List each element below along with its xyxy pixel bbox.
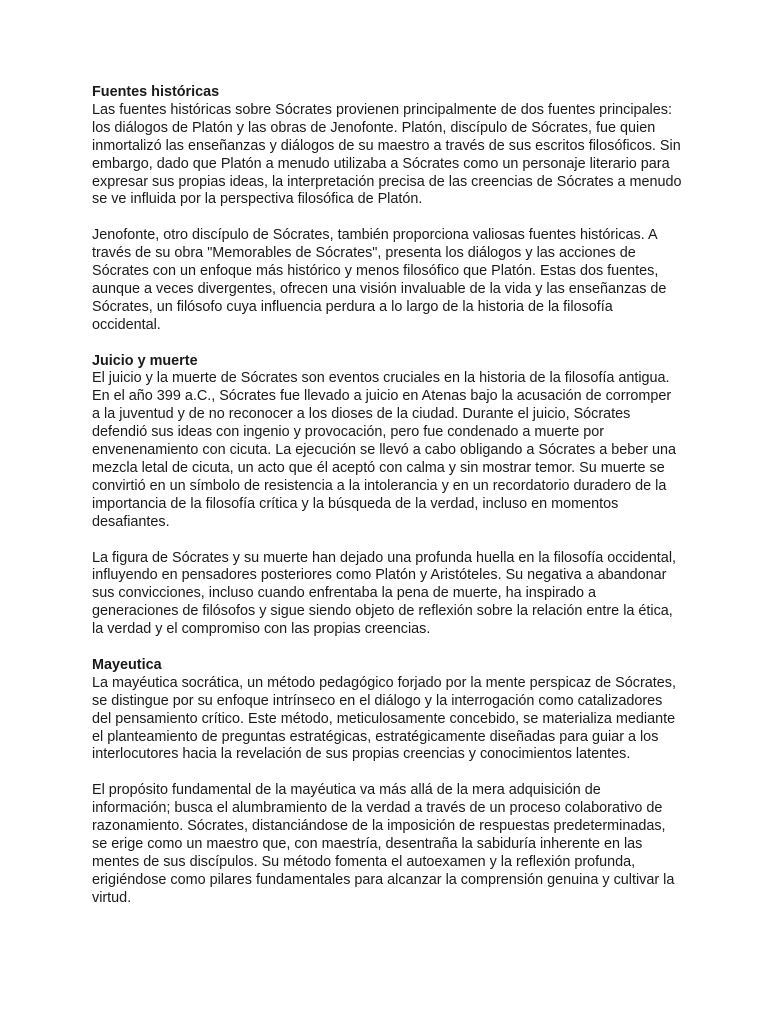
section-heading: Fuentes históricas	[92, 84, 220, 100]
document-body	[92, 84, 682, 926]
section-heading: Mayeutica	[92, 656, 162, 673]
section-fuentes-historicas	[92, 84, 682, 335]
paragraph: La mayéutica socrática, un método pedagógico forjado por la mente perspicaz de Sócrates, se distingue por su enfoque intrínseco en el diálogo y la interrogación como catalizadores del pensamiento crítico. Este método, meticulosamente concebido, se materializa mediante el planteamiento de preguntas estratégicas, estratégicamente diseñadas para guiar a los interlocutores hacia la revelación de sus propias creencias y conocimientos latentes.	[92, 674, 676, 763]
paragraph: Jenofonte, otro discípulo de Sócrates, también proporciona valiosas fuentes históricas. A través de su obra "Memorables de Sócrates", presenta los diálogos y las acciones de Sócrates con un enfoque más histórico y menos filosófico que Platón. Estas dos fuentes, aunque a veces divergentes, ofrecen una visión invaluable de la vida y las enseñanzas de Sócrates, un filósofo cuya influencia perdura a lo largo de la historia de la filosofía occidental.	[92, 227, 667, 333]
paragraph: El propósito fundamental de la mayéutica va más allá de la mera adquisición de información; busca el alumbramiento de la verdad a través de un proceso colaborativo de razonamiento. Sócrates, distanciándose de la imposición de respuestas predeterminadas, se erige como un maestro que, con maestría, desentraña la sabiduría inherente en las mentes de sus discípulos. Su método fomenta el autoexamen y la reflexión profunda, erigiéndose como pilares fundamentales para alcanzar la comprensión genuina y cultivar la virtud.	[92, 782, 675, 906]
paragraph: El juicio y la muerte de Sócrates son eventos cruciales en la historia de la filosofía antigua. En el año 399 a.C., Sócrates fue llevado a juicio en Atenas bajo la acusación de corromper a la juventud y de no reconocer a los dioses de la ciudad. Durante el juicio, Sócrates defendió sus ideas con ingenio y provocación, pero fue condenado a muerte por envenenamiento con cicuta. La ejecución se llevó a cabo obligando a Sócrates a beber una mezcla letal de cicuta, un acto que él aceptó con calma y sin mostrar temor. Su muerte se convirtió en un símbolo de resistencia a la intolerancia y en un recordatorio duradero de la importancia de la filosofía crítica y la búsqueda de la verdad, incluso en momentos desafiantes.	[92, 370, 677, 530]
paragraph: Las fuentes históricas sobre Sócrates provienen principalmente de dos fuentes principales: los diálogos de Platón y las obras de Jenofonte. Platón, discípulo de Sócrates, fue quien inmortalizó las enseñanzas y diálogos de su maestro a través de sus escritos filosóficos. Sin embargo, dado que Platón a menudo utilizaba a Sócrates como un personaje literario para expresar sus propias ideas, la interpretación precisa de las creencias de Sócrates a menudo se ve influida por la perspectiva filosófica de Platón.	[92, 101, 682, 208]
section-mayeutica	[92, 657, 682, 908]
section-juicio-y-muerte	[92, 353, 682, 639]
paragraph: La figura de Sócrates y su muerte han dejado una profunda huella en la filosofía occidental, influyendo en pensadores posteriores como Platón y Aristóteles. Su negativa a abandonar sus convicciones, incluso cuando enfrentaba la pena de muerte, ha inspirado a generaciones de filósofos y sigue siendo objeto de reflexión sobre la relación entre la ética, la verdad y el compromiso con las propias creencias.	[92, 549, 677, 638]
section-heading: Juicio y muerte	[92, 352, 198, 369]
